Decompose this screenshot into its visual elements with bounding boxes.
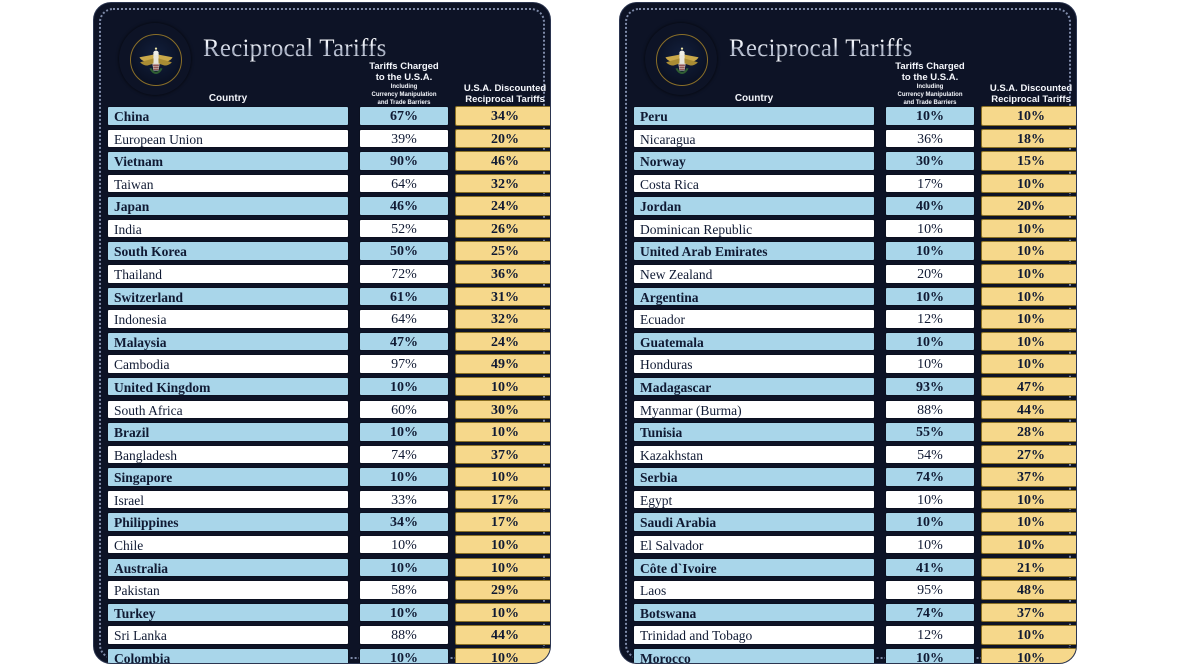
cell-country: Taiwan: [107, 174, 349, 194]
board-title: Reciprocal Tariffs: [729, 35, 913, 62]
cell-country: Sri Lanka: [107, 625, 349, 645]
cell-tariff-charged: 47%: [359, 332, 449, 352]
cell-tariff-charged: 33%: [359, 490, 449, 510]
cell-country: Dominican Republic: [633, 219, 875, 239]
table-row: [107, 151, 537, 173]
discounted-line2: Reciprocal Tariffs: [991, 94, 1071, 105]
cell-tariff-charged: 10%: [885, 490, 975, 510]
table-row: [107, 219, 537, 241]
cell-country: Norway: [633, 151, 875, 171]
column-header-charged: [359, 61, 449, 107]
cell-country: South Korea: [107, 241, 349, 261]
table-row: [107, 264, 537, 286]
discounted-line1: U.S.A. Discounted: [989, 83, 1073, 94]
table-row: [633, 490, 1063, 512]
cell-tariff-charged: 10%: [885, 219, 975, 239]
cell-country: Chile: [107, 535, 349, 555]
cell-tariff-charged: 88%: [359, 625, 449, 645]
cell-discounted-tariff: 44%: [981, 400, 1077, 420]
cell-tariff-charged: 64%: [359, 174, 449, 194]
cell-country: Egypt: [633, 490, 875, 510]
table-row: [107, 309, 537, 331]
cell-discounted-tariff: 32%: [455, 174, 551, 194]
table-row: [633, 287, 1063, 309]
cell-country: Guatemala: [633, 332, 875, 352]
cell-discounted-tariff: 17%: [455, 512, 551, 532]
cell-discounted-tariff: 10%: [455, 377, 551, 397]
cell-country: Serbia: [633, 467, 875, 487]
table-row: [633, 309, 1063, 331]
cell-tariff-charged: 36%: [885, 129, 975, 149]
cell-country: China: [107, 106, 349, 126]
cell-tariff-charged: 10%: [885, 287, 975, 307]
presidential-seal-icon: [119, 23, 191, 95]
cell-discounted-tariff: 21%: [981, 558, 1077, 578]
table-row: [633, 174, 1063, 196]
cell-discounted-tariff: 24%: [455, 332, 551, 352]
column-header-discounted: [455, 83, 551, 105]
table-row: [107, 603, 537, 625]
cell-country: Pakistan: [107, 580, 349, 600]
cell-country: New Zealand: [633, 264, 875, 284]
cell-discounted-tariff: 10%: [981, 625, 1077, 645]
cell-tariff-charged: 95%: [885, 580, 975, 600]
charged-sub2: Currency Manipulation: [371, 92, 437, 98]
table-row: [107, 129, 537, 151]
cell-country: Israel: [107, 490, 349, 510]
column-header-country: Country: [208, 93, 248, 104]
table-row: [633, 512, 1063, 534]
cell-discounted-tariff: 10%: [455, 603, 551, 623]
cell-discounted-tariff: 28%: [981, 422, 1077, 442]
cell-tariff-charged: 67%: [359, 106, 449, 126]
cell-discounted-tariff: 30%: [455, 400, 551, 420]
cell-tariff-charged: 46%: [359, 196, 449, 216]
cell-discounted-tariff: 47%: [981, 377, 1077, 397]
cell-tariff-charged: 64%: [359, 309, 449, 329]
cell-discounted-tariff: 31%: [455, 287, 551, 307]
cell-country: Jordan: [633, 196, 875, 216]
cell-tariff-charged: 10%: [359, 467, 449, 487]
cell-tariff-charged: 60%: [359, 400, 449, 420]
cell-discounted-tariff: 10%: [455, 467, 551, 487]
table-row: [107, 354, 537, 376]
table-row: [633, 625, 1063, 647]
cell-tariff-charged: 74%: [885, 467, 975, 487]
cell-tariff-charged: 10%: [359, 422, 449, 442]
cell-tariff-charged: 10%: [885, 332, 975, 352]
table-row: [633, 151, 1063, 173]
cell-country: European Union: [107, 129, 349, 149]
cell-tariff-charged: 10%: [885, 354, 975, 374]
cell-discounted-tariff: 36%: [455, 264, 551, 284]
seal-disc: [656, 34, 708, 86]
table-row: [107, 580, 537, 602]
cell-discounted-tariff: 18%: [981, 129, 1077, 149]
cell-discounted-tariff: 48%: [981, 580, 1077, 600]
cell-tariff-charged: 12%: [885, 309, 975, 329]
charged-line1: Tariffs Charged: [369, 61, 439, 72]
cell-discounted-tariff: 10%: [981, 354, 1077, 374]
cell-tariff-charged: 88%: [885, 400, 975, 420]
table-row: [107, 445, 537, 467]
cell-discounted-tariff: 49%: [455, 354, 551, 374]
cell-tariff-charged: 54%: [885, 445, 975, 465]
cell-country: Singapore: [107, 467, 349, 487]
cell-tariff-charged: 72%: [359, 264, 449, 284]
cell-country: El Salvador: [633, 535, 875, 555]
cell-country: Nicaragua: [633, 129, 875, 149]
cell-discounted-tariff: 20%: [981, 196, 1077, 216]
cell-country: Colombia: [107, 648, 349, 664]
table-row: [107, 467, 537, 489]
cell-country: Cambodia: [107, 354, 349, 374]
column-header-country: Country: [734, 93, 774, 104]
cell-country: Brazil: [107, 422, 349, 442]
table-row: [107, 377, 537, 399]
eagle-icon: [137, 46, 175, 76]
eagle-icon: [663, 46, 701, 76]
table-row: [633, 648, 1063, 664]
cell-country: United Kingdom: [107, 377, 349, 397]
cell-tariff-charged: 58%: [359, 580, 449, 600]
cell-discounted-tariff: 10%: [981, 309, 1077, 329]
table-row: [633, 264, 1063, 286]
table-row: [633, 603, 1063, 625]
cell-country: Switzerland: [107, 287, 349, 307]
cell-discounted-tariff: 10%: [455, 535, 551, 555]
table-row: [633, 196, 1063, 218]
cell-tariff-charged: 41%: [885, 558, 975, 578]
cell-discounted-tariff: 34%: [455, 106, 551, 126]
cell-discounted-tariff: 44%: [455, 625, 551, 645]
cell-country: Thailand: [107, 264, 349, 284]
cell-discounted-tariff: 32%: [455, 309, 551, 329]
cell-country: Tunisia: [633, 422, 875, 442]
presidential-seal-icon: [645, 23, 717, 95]
cell-country: Côte d`Ivoire: [633, 558, 875, 578]
cell-tariff-charged: 10%: [885, 106, 975, 126]
cell-discounted-tariff: 10%: [981, 332, 1077, 352]
cell-country: Argentina: [633, 287, 875, 307]
tariff-rows: [633, 106, 1063, 664]
table-row: [107, 535, 537, 557]
table-row: [107, 490, 537, 512]
cell-tariff-charged: 17%: [885, 174, 975, 194]
charged-line2: to the U.S.A.: [375, 72, 433, 83]
cell-country: Myanmar (Burma): [633, 400, 875, 420]
column-header-discounted: [981, 83, 1077, 105]
tariff-rows: [107, 106, 537, 664]
cell-tariff-charged: 30%: [885, 151, 975, 171]
cell-discounted-tariff: 24%: [455, 196, 551, 216]
cell-country: Morocco: [633, 648, 875, 664]
table-row: [633, 219, 1063, 241]
cell-country: United Arab Emirates: [633, 241, 875, 261]
cell-discounted-tariff: 10%: [455, 422, 551, 442]
charged-sub2: Currency Manipulation: [897, 92, 963, 98]
cell-country: Saudi Arabia: [633, 512, 875, 532]
cell-country: Ecuador: [633, 309, 875, 329]
cell-country: Bangladesh: [107, 445, 349, 465]
discounted-line1: U.S.A. Discounted: [463, 83, 547, 94]
table-row: [107, 287, 537, 309]
cell-country: Turkey: [107, 603, 349, 623]
cell-tariff-charged: 34%: [359, 512, 449, 532]
charged-sub3: and Trade Barriers: [903, 100, 957, 106]
table-row: [107, 196, 537, 218]
cell-tariff-charged: 10%: [359, 603, 449, 623]
charged-sub1: Including: [390, 84, 418, 90]
cell-discounted-tariff: 10%: [981, 219, 1077, 239]
cell-country: Malaysia: [107, 332, 349, 352]
table-row: [633, 422, 1063, 444]
cell-tariff-charged: 74%: [885, 603, 975, 623]
cell-tariff-charged: 10%: [885, 512, 975, 532]
cell-tariff-charged: 74%: [359, 445, 449, 465]
cell-country: Costa Rica: [633, 174, 875, 194]
column-header-charged: [885, 61, 975, 107]
board-header: [107, 9, 547, 106]
cell-country: Honduras: [633, 354, 875, 374]
table-row: [633, 400, 1063, 422]
cell-tariff-charged: 10%: [359, 648, 449, 664]
cell-tariff-charged: 20%: [885, 264, 975, 284]
charged-line2: to the U.S.A.: [901, 72, 959, 83]
charged-sub3: and Trade Barriers: [377, 100, 431, 106]
board-header: [633, 9, 1073, 106]
cell-country: Philippines: [107, 512, 349, 532]
cell-tariff-charged: 50%: [359, 241, 449, 261]
cell-country: Trinidad and Tobago: [633, 625, 875, 645]
cell-country: Laos: [633, 580, 875, 600]
cell-country: Japan: [107, 196, 349, 216]
table-row: [107, 422, 537, 444]
cell-tariff-charged: 52%: [359, 219, 449, 239]
cell-discounted-tariff: 20%: [455, 129, 551, 149]
tariff-board-left: [93, 2, 551, 664]
cell-discounted-tariff: 37%: [981, 603, 1077, 623]
table-row: [107, 106, 537, 128]
table-row: [633, 535, 1063, 557]
cell-tariff-charged: 90%: [359, 151, 449, 171]
table-row: [633, 377, 1063, 399]
cell-discounted-tariff: 10%: [981, 264, 1077, 284]
table-row: [633, 241, 1063, 263]
cell-tariff-charged: 55%: [885, 422, 975, 442]
cell-tariff-charged: 10%: [885, 648, 975, 664]
cell-tariff-charged: 97%: [359, 354, 449, 374]
cell-country: Madagascar: [633, 377, 875, 397]
table-row: [633, 558, 1063, 580]
cell-tariff-charged: 39%: [359, 129, 449, 149]
cell-country: Australia: [107, 558, 349, 578]
table-row: [107, 558, 537, 580]
charged-sub1: Including: [916, 84, 944, 90]
cell-discounted-tariff: 29%: [455, 580, 551, 600]
cell-discounted-tariff: 10%: [981, 490, 1077, 510]
cell-discounted-tariff: 37%: [455, 445, 551, 465]
seal-disc: [130, 34, 182, 86]
cell-country: India: [107, 219, 349, 239]
table-row: [107, 241, 537, 263]
cell-tariff-charged: 93%: [885, 377, 975, 397]
cell-discounted-tariff: 27%: [981, 445, 1077, 465]
cell-country: South Africa: [107, 400, 349, 420]
cell-discounted-tariff: 10%: [455, 558, 551, 578]
cell-country: Vietnam: [107, 151, 349, 171]
cell-tariff-charged: 10%: [359, 377, 449, 397]
cell-discounted-tariff: 25%: [455, 241, 551, 261]
cell-discounted-tariff: 26%: [455, 219, 551, 239]
table-row: [107, 512, 537, 534]
table-row: [107, 332, 537, 354]
cell-discounted-tariff: 17%: [455, 490, 551, 510]
tariff-board-right: [619, 2, 1077, 664]
table-row: [633, 129, 1063, 151]
cell-discounted-tariff: 10%: [981, 512, 1077, 532]
table-row: [107, 174, 537, 196]
cell-tariff-charged: 10%: [885, 535, 975, 555]
cell-discounted-tariff: 10%: [981, 106, 1077, 126]
table-row: [107, 648, 537, 664]
cell-tariff-charged: 10%: [885, 241, 975, 261]
cell-discounted-tariff: 10%: [981, 241, 1077, 261]
table-row: [633, 580, 1063, 602]
table-row: [107, 625, 537, 647]
cell-country: Peru: [633, 106, 875, 126]
cell-discounted-tariff: 10%: [455, 648, 551, 664]
cell-tariff-charged: 40%: [885, 196, 975, 216]
cell-country: Kazakhstan: [633, 445, 875, 465]
cell-discounted-tariff: 15%: [981, 151, 1077, 171]
charged-line1: Tariffs Charged: [895, 61, 965, 72]
table-row: [633, 354, 1063, 376]
table-row: [633, 445, 1063, 467]
table-row: [107, 400, 537, 422]
cell-tariff-charged: 61%: [359, 287, 449, 307]
cell-discounted-tariff: 46%: [455, 151, 551, 171]
cell-tariff-charged: 10%: [359, 558, 449, 578]
cell-discounted-tariff: 10%: [981, 174, 1077, 194]
cell-discounted-tariff: 37%: [981, 467, 1077, 487]
board-title: Reciprocal Tariffs: [203, 35, 387, 62]
cell-discounted-tariff: 10%: [981, 648, 1077, 664]
cell-country: Botswana: [633, 603, 875, 623]
cell-country: Indonesia: [107, 309, 349, 329]
discounted-line2: Reciprocal Tariffs: [465, 94, 545, 105]
cell-tariff-charged: 10%: [359, 535, 449, 555]
cell-discounted-tariff: 10%: [981, 535, 1077, 555]
table-row: [633, 467, 1063, 489]
table-row: [633, 106, 1063, 128]
cell-tariff-charged: 12%: [885, 625, 975, 645]
table-row: [633, 332, 1063, 354]
cell-discounted-tariff: 10%: [981, 287, 1077, 307]
